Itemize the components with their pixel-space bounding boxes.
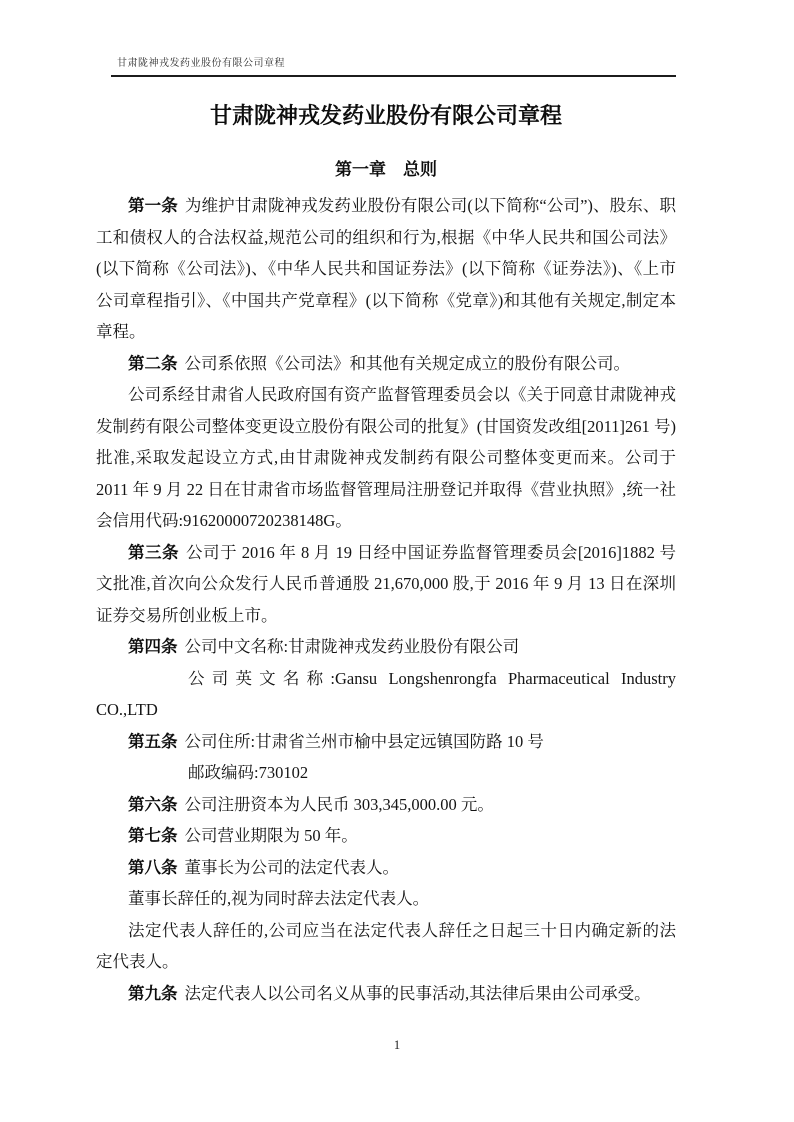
page-footer (0, 1036, 794, 1054)
article-6-paragraph (96, 789, 676, 821)
article-2-label: 第二条 (128, 353, 178, 373)
article-8-paragraph (96, 852, 676, 884)
article-3-paragraph (96, 537, 676, 632)
postal-code-text: 邮政编码:730102 (188, 763, 309, 782)
article-8-continuation-2-paragraph (96, 915, 676, 978)
article-2-continuation-text: 公司系经甘肃省人民政府国有资产监督管理委员会以《关于同意甘肃陇神戎发制药有限公司整体变更设立股份有限公司的批复》(甘国资发改组[2011]261 号)批准,采取发起设立方式,由甘肃陇神戎发制药有限公司整体变更而来。公司于 2011 年 9 月 22 日在甘肃省市场监督管理局注册登记并取得《营业执照》,统一社会信用代码:91620000720238148G。 (96, 385, 676, 530)
page-header (111, 53, 676, 77)
article-4-paragraph (96, 631, 676, 663)
document-body (96, 190, 676, 1009)
running-header-title: 甘肃陇神戎发药业股份有限公司章程 (117, 58, 285, 69)
article-1-paragraph (96, 190, 676, 348)
document-title: 甘肃陇神戎发药业股份有限公司章程 (209, 103, 562, 128)
article-6-label: 第六条 (128, 794, 178, 814)
article-2-paragraph (96, 348, 676, 380)
article-8-continuation-2-text: 法定代表人辞任的,公司应当在法定代表人辞任之日起三十日内确定新的法定代表人。 (96, 920, 676, 971)
article-3-label: 第三条 (128, 542, 180, 562)
article-1-label: 第一条 (128, 196, 178, 215)
article-1-text: 为维护甘肃陇神戎发药业股份有限公司(以下简称“公司”)、股东、职工和债权人的合法权益,规范公司的组织和行为,根据《中华人民共和国公司法》(以下简称《公司法》)、《中华人民共和国证券法》(以下简称《证券法》)、《上市公司章程指引》、《中国共产党章程》(以下简称《党章》)和其他有关规定,制定本章程。 (96, 196, 677, 341)
article-2-text: 公司系依照《公司法》和其他有关规定成立的股份有限公司。 (184, 353, 630, 373)
article-8-continuation-1-text: 董事长辞任的,视为同时辞去法定代表人。 (128, 889, 430, 908)
article-7-paragraph (96, 820, 676, 852)
article-5-paragraph (96, 726, 676, 758)
article-4-text: 公司中文名称:甘肃陇神戎发药业股份有限公司 (184, 637, 520, 656)
article-8-text: 董事长为公司的法定代表人。 (184, 857, 399, 877)
company-english-name-text: 公司英文名称:Gansu Longshenrongfa Pharmaceutical Industry CO.,LTD (96, 668, 676, 719)
article-3-text: 公司于 2016 年 8 月 19 日经中国证券监督管理委员会[2016]1882 号文批准,首次向公众发行人民币普通股 21,670,000 股,于 2016 年 9 月 13 日在深圳证券交易所创业板上市。 (96, 542, 676, 625)
article-9-label: 第九条 (128, 983, 178, 1003)
article-6-text: 公司注册资本为人民币 303,345,000.00 元。 (184, 794, 494, 814)
article-8-continuation-1-paragraph (96, 883, 676, 915)
article-8-label: 第八条 (128, 857, 178, 877)
article-2-continuation-paragraph (96, 379, 676, 537)
article-7-label: 第七条 (128, 826, 178, 845)
company-english-name-paragraph (96, 663, 676, 726)
article-7-text: 公司营业期限为 50 年。 (184, 826, 358, 845)
article-5-text: 公司住所:甘肃省兰州市榆中县定远镇国防路 10 号 (184, 731, 544, 751)
chapter-heading: 第一章 总则 (335, 160, 437, 179)
article-4-label: 第四条 (128, 637, 178, 656)
postal-code-paragraph (96, 757, 676, 789)
article-9-text: 法定代表人以公司名义从事的民事活动,其法律后果由公司承受。 (184, 983, 651, 1003)
page-number: 1 (393, 1038, 401, 1052)
article-5-label: 第五条 (128, 731, 178, 751)
article-9-paragraph (96, 978, 676, 1010)
